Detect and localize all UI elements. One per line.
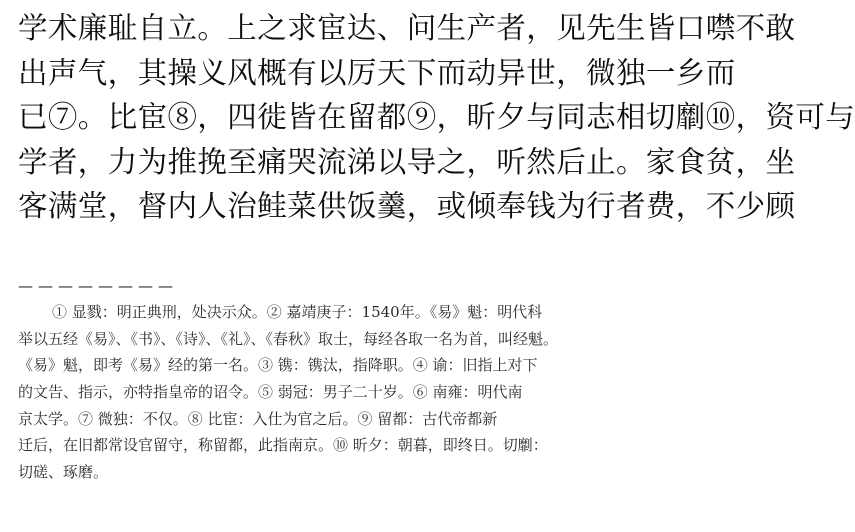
footnote-line: 《易》魁，即考《易》经的第一名。③ 镌：镌汰，指降职。④ 谕：旧指上对下 [18,356,538,375]
body-line: 出声气，其操义风概有以厉天下而动异世，微独一乡而 [18,55,736,90]
body-line: 学者，力为推挽至痛哭流涕以导之，听然后止。家食贫，坐 [18,144,796,179]
footnote-line: 京太学。⑦ 微独：不仅。⑧ 比宦：入仕为官之后。⑨ 留都：古代帝都新 [18,409,498,428]
footnote-line: 举以五经《易》、《书》、《诗》、《礼》、《春秋》取士，每经各取一名为首，叫经魁。 [18,329,559,348]
footnote-line: 切磋、琢磨。 [18,463,109,482]
body-line: 客满堂，督内人治鲑菜供饭羹，或倾奉钱为行者费，不少顾 [18,189,796,223]
footnotes [18,299,698,486]
footnote-divider: ———————— [18,277,178,295]
body-line: 学术廉耻自立。上之求宦达、问生产者，见先生皆口噤不敢 [18,11,796,45]
footnote-line: 的文告、指示，亦特指皇帝的诏令。⑤ 弱冠：男子二十岁。⑥ 南雍：明代南 [18,383,523,402]
body-line: 已⑦。比宦⑧，四徙皆在留都⑨，昕夕与同志相切劘⑩，资可与 [18,100,855,134]
footnote-line: ① 显戮：明正典刑，处决示众。② 嘉靖庚子：1540年。《易》魁：明代科 [52,303,543,321]
footnote-line: 迁后，在旧都常设官留守，称留都，此指南京。⑩ 昕夕：朝暮，即终日。切劘： [18,436,548,455]
body-text [18,6,855,229]
